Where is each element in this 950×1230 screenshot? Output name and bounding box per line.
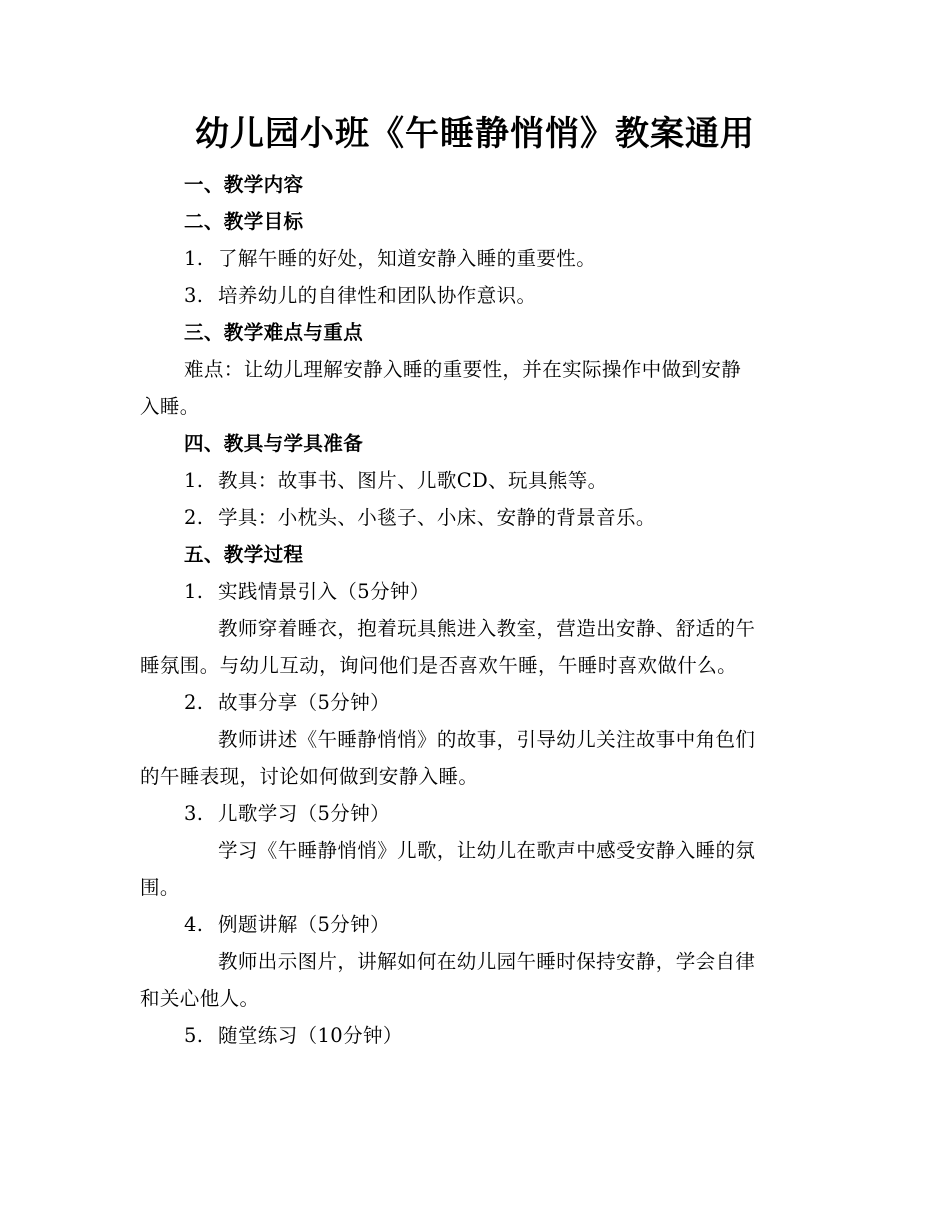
document-body (140, 166, 806, 1054)
list-item (140, 573, 806, 610)
list-item-text: 儿歌学习（5分钟） (218, 802, 391, 825)
paragraph-continuation: 和关心他人。 (140, 987, 260, 1010)
list-item-text: 随堂练习（10分钟） (218, 1024, 403, 1047)
paragraph-continuation: 的午睡表现，讨论如何做到安静入睡。 (140, 765, 479, 788)
section-heading: 二、教学目标 (184, 210, 304, 233)
paragraph-continuation: 入睡。 (140, 395, 200, 418)
list-item (140, 277, 806, 314)
paragraph-continuation: 睡氛围。与幼儿互动，询问他们是否喜欢午睡，午睡时喜欢做什么。 (140, 654, 738, 677)
section-heading: 四、教具与学具准备 (184, 432, 364, 455)
list-item (140, 1017, 806, 1054)
list-item-number: 3. (184, 284, 204, 307)
paragraph-line: 教师出示图片，讲解如何在幼儿园午睡时保持安静，学会自律 (218, 950, 756, 973)
list-item-text: 学具：小枕头、小毯子、小床、安静的背景音乐。 (218, 506, 656, 529)
list-item (140, 462, 806, 499)
page-title: 幼儿园小班《午睡静悄悄》教案通用 (195, 114, 755, 154)
paragraph-line: 教师讲述《午睡静悄悄》的故事，引导幼儿关注故事中角色们 (218, 728, 756, 751)
list-item-number: 5. (184, 1024, 204, 1047)
list-item-number: 4. (184, 913, 204, 936)
list-item (140, 499, 806, 536)
paragraph-line: 学习《午睡静悄悄》儿歌，让幼儿在歌声中感受安静入睡的氛 (218, 839, 756, 862)
list-item-number: 3. (184, 802, 204, 825)
list-item-number: 1. (184, 580, 204, 603)
list-item-text: 例题讲解（5分钟） (218, 913, 391, 936)
list-item-number: 2. (184, 506, 204, 529)
list-item (140, 906, 806, 943)
list-item-number: 2. (184, 691, 204, 714)
list-item (140, 240, 806, 277)
section-heading: 五、教学过程 (184, 543, 304, 566)
list-item-number: 1. (184, 469, 204, 492)
list-item (140, 795, 806, 832)
paragraph-line: 难点：让幼儿理解安静入睡的重要性，并在实际操作中做到安静 (184, 358, 742, 381)
paragraph-line: 教师穿着睡衣，抱着玩具熊进入教室，营造出安静、舒适的午 (218, 617, 756, 640)
section-heading: 三、教学难点与重点 (184, 321, 364, 344)
list-item-text: 故事分享（5分钟） (218, 691, 391, 714)
list-item-text: 了解午睡的好处，知道安静入睡的重要性。 (218, 247, 597, 270)
list-item (140, 684, 806, 721)
list-item-text: 实践情景引入（5分钟） (218, 580, 430, 603)
list-item-number: 1. (184, 247, 204, 270)
list-item-text: 培养幼儿的自律性和团队协作意识。 (218, 284, 537, 307)
section-heading: 一、教学内容 (184, 173, 304, 196)
list-item-text: 教具：故事书、图片、儿歌CD、玩具熊等。 (218, 469, 608, 492)
paragraph-continuation: 围。 (140, 876, 180, 899)
